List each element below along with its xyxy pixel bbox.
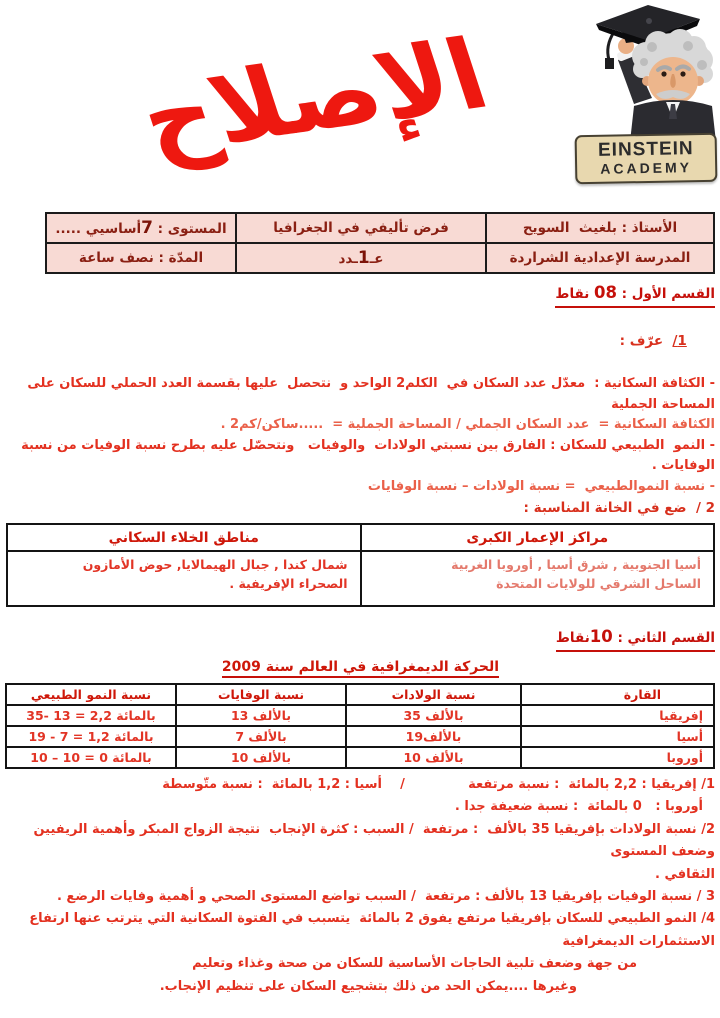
placement-table (6, 523, 715, 607)
continent-cell: أسيا (521, 726, 714, 747)
analysis-line: 4/ النمو الطبيعي للسكان بإفريقيا مرتفع يفوق 2 بالمائة يتسبب في الفتوة السكانية التي يترتب عنها ارتفاع الاستثمارات الديمغرافية (24, 911, 715, 949)
einstein-mascot-illustration (576, 2, 716, 142)
logo-banner-line2: ACADEMY (600, 159, 693, 177)
birth-rate-header: نسبة الولادات (346, 684, 521, 705)
death-rate-cell: 13 بالألف (176, 705, 346, 726)
question2-label: 2 / ضع في الخانة المناسبة : (523, 500, 715, 516)
einstein-academy-logo (572, 2, 720, 183)
continent-cell: أوروبا (521, 747, 714, 768)
analysis-line: وغيرها ....يمكن الحد من ذلك بتشجيع السكان على تنظيم الإنجاب. (159, 978, 577, 994)
continent-header: القارة (521, 684, 714, 705)
question1-label: 1/ عرّف : (619, 333, 687, 349)
continent-cell: إفريقيا (521, 705, 714, 726)
analysis-line: 3 / نسبة الوفيات بإفريقيا 13 بالألف : مرتفعة / السبب تواضع المستوى الصحي و أهمية وفايات الرضع . (56, 889, 715, 905)
birth-rate-cell: 35 بالألف (346, 705, 521, 726)
definition-formula-line: الكثافة السكانية = عدد السكان الجملي / المساحة الجملية = .....ساكن/كم2 . (220, 417, 715, 432)
settlement-centers-cell: أسيا الجنوبية , شرق أسيا , أوروبا الغربية الساحل الشرقي للولايات المتحدة (361, 551, 715, 606)
natural-growth-cell: 10 – 10 = 0 بالمائة (6, 747, 176, 768)
birth-rate-cell: 10 بالألف (346, 747, 521, 768)
logo-banner (575, 133, 718, 184)
definition-formula-line: - نسبة النموالطبيعي = نسبة الولادات – نسبة الوفايات (367, 478, 715, 494)
exam-info-table (45, 212, 715, 274)
death-rate-cell: 7 بالألف (176, 726, 346, 747)
demographics-table-title: الحركة الديمغرافية في العالم سنة 2009 (6, 659, 715, 678)
demographics-table (5, 683, 715, 769)
natural-growth-cell: 35- 13 = 2,2 بالمائة (6, 705, 176, 726)
table-header-row (6, 684, 714, 705)
teacher-name-cell: الأستاذ : بلغيث السويح (486, 213, 714, 243)
natural-growth-header: نسبة النمو الطبيعي (6, 684, 176, 705)
logo-banner-line1: EINSTEIN (597, 138, 694, 161)
document-body (6, 282, 715, 998)
settlement-centers-header: مراكز الإعمار الكبرى (361, 524, 715, 551)
analysis-line: من جهة وضعف تلبية الحاجات الأساسية للسكان من صحة وغذاء وتعليم (192, 956, 637, 972)
definition-line: - الكثافة السكانية : معدّل عدد السكان في الكلم2 الواحد و نتحصل عليها بقسمة العدد الحملي للسكان على المساحة الجملية (22, 376, 715, 412)
section1-header: القسم الأول : 08 نقاط (6, 282, 715, 308)
level-cell: المستوى : 7أساسيي ..... (46, 213, 236, 243)
analysis-section (6, 774, 715, 998)
exam-subject-cell: فرض تأليفي في الجغرافيا (236, 213, 486, 243)
exam-number-cell: عـ1ـدد (236, 243, 486, 273)
analysis-line: أوروبا : 0 بالمائة : نسبة ضعيفة جدا . (454, 799, 703, 815)
analysis-line: 2/ نسبة الولادات بإفريقيا 35 بالألف : مرتفعة / السبب : كثرة الإنجاب نتيجة الزواج المبكر وأهمية الريفيين وضعف المستوى (28, 821, 715, 860)
section2-header: القسم الثاني : 10نقاط (6, 626, 715, 652)
page-title: الإصلاح (125, 18, 501, 176)
analysis-line: الثقافي . (654, 866, 715, 882)
school-name-cell: المدرسة الإعدادية الشراردة (486, 243, 714, 273)
table-row (6, 705, 714, 726)
death-rate-cell: 10 بالألف (176, 747, 346, 768)
table-row (6, 726, 714, 747)
death-rate-header: نسبة الوفايات (176, 684, 346, 705)
natural-growth-cell: 19 - 7 = 1,2 بالمائة (6, 726, 176, 747)
table-row (6, 747, 714, 768)
table-row (7, 524, 714, 551)
empty-zones-cell: شمال كندا , جبال الهيمالايا, حوض الأمازون الصحراء الإفريفية . (7, 551, 361, 606)
duration-cell: المدّة : نصف ساعة (46, 243, 236, 273)
birth-rate-cell: 19بالألف (346, 726, 521, 747)
analysis-line: 1/ إفريقيا : 2,2 بالمائة : نسبة مرتفعة / أسيا : 1,2 بالمائة : نسبة متّوسطة (162, 777, 715, 792)
definition-line: - النمو الطبيعي للسكان : الفارق بين نسبتي الولادات والوفيات ونتحصّل عليه بطرح نسبة الوفيات من نسبة الوفايات . (16, 437, 715, 473)
empty-zones-header: مناطق الخلاء السكاني (7, 524, 361, 551)
table-row (7, 551, 714, 606)
